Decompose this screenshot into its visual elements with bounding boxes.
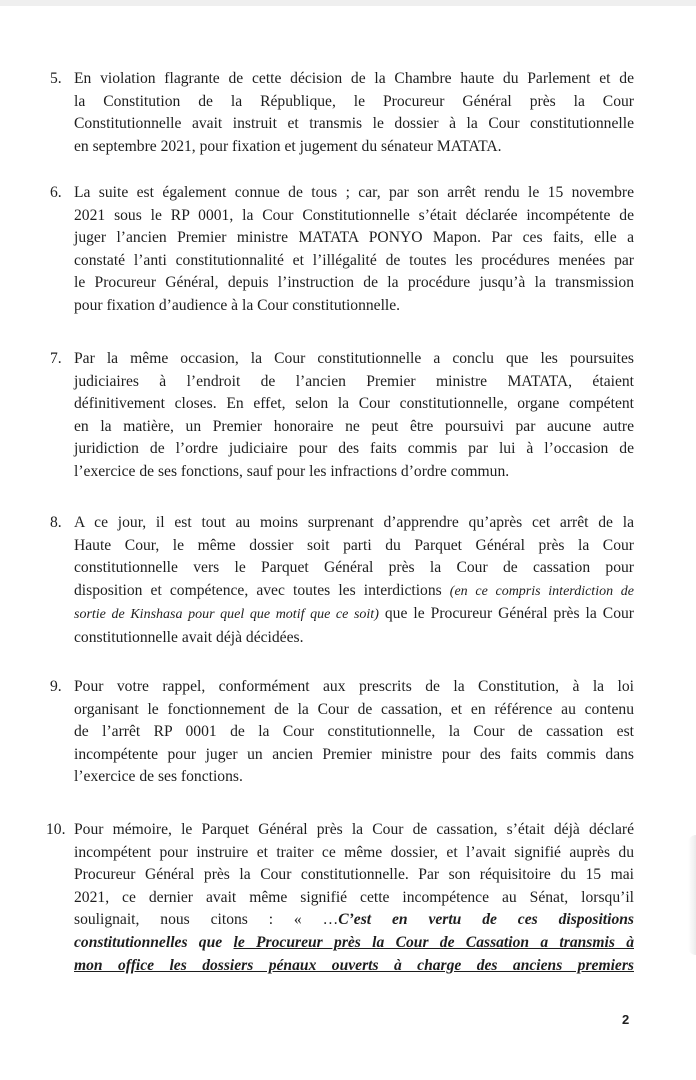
- paragraph-8: [50, 512, 634, 650]
- text-line: [74, 932, 634, 955]
- quote-underlined: le Procureur près la Cour de Cassation a transmis à: [233, 933, 634, 951]
- text-line: juger l’ancien Premier ministre MATATA PONYO Mapon. Par ces faits, elle a: [74, 229, 634, 247]
- text-line: A ce jour, il est tout au moins surprenant d’apprendre qu’après cet arrêt de la: [74, 514, 634, 531]
- paragraph-number: 8.: [50, 514, 62, 531]
- text-line: Procureur Général près la Cour constitutionnelle. Par son réquisitoire du 15 mai: [74, 866, 634, 884]
- text-line: constaté l’anti constitutionnalité et l’illégalité de toutes les procédures menées par: [74, 251, 634, 269]
- text-line: de l’arrêt RP 0001 de la Cour constitutionnelle, la Cour de cassation est: [74, 723, 634, 741]
- text-line: définitivement closes. En effet, selon la Cour constitutionnelle, organe compétent: [74, 395, 634, 413]
- paragraph-7: [50, 348, 634, 484]
- text-line: constitutionnelle avait déjà décidées.: [74, 628, 304, 646]
- text-line: Haute Cour, le même dossier soit parti du Parquet Général près la Cour: [74, 536, 634, 554]
- text-line: La suite est également connue de tous ; car, par son arrêt rendu le 15 novembre: [74, 184, 634, 201]
- italic-note: (en ce compris interdiction de: [449, 583, 634, 599]
- paragraph-5: [50, 68, 634, 158]
- text-line: incompétente pour juger un ancien Premier ministre pour des faits commis dans: [74, 745, 634, 763]
- text-line: Constitutionnelle avait instruit et transmis le dossier à la Cour constitutionnelle: [74, 115, 634, 133]
- text-line: la Constitution de la République, le Procureur Général près la Cour: [74, 92, 634, 110]
- text-line: [74, 580, 634, 604]
- paragraph-number: 5.: [50, 70, 62, 87]
- text-line: en la matière, un Premier honoraire ne peut être poursuivi par aucune autre: [74, 417, 634, 435]
- text-line: Pour mémoire, le Parquet Général près la Cour de cassation, s’était déjà déclaré: [74, 821, 634, 838]
- quote-emphasis: C’est en vertu de ces dispositions: [338, 911, 634, 929]
- text-line: constitutionnelle vers le Parquet Général près la Cour de cassation pour: [74, 559, 634, 577]
- text-segment: que le Procureur Général près la Cour: [378, 605, 634, 623]
- text-line: En violation flagrante de cette décision de la Chambre haute du Parlement et de: [74, 70, 634, 87]
- text-line: Par la même occasion, la Cour constitutionnelle a conclu que les poursuites: [74, 350, 634, 367]
- paragraph-number: 10.: [46, 821, 66, 838]
- paragraph-10: [46, 819, 634, 977]
- text-line: le Procureur Général, depuis l’instruction de la procédure jusqu’à la transmission: [74, 274, 634, 292]
- paragraph-9: [50, 676, 634, 789]
- text-line: incompétent pour instruire et traiter ce même dossier, et l’avait signifié auprès du: [74, 843, 634, 861]
- text-line: [74, 603, 634, 627]
- italic-note: sortie de Kinshasa pour quel que motif que ce soit): [74, 607, 379, 623]
- text-line: en septembre 2021, pour fixation et jugement du sénateur MATATA.: [74, 137, 502, 155]
- text-line: [74, 955, 634, 978]
- text-line: pour fixation d’audience à la Cour constitutionnelle.: [74, 296, 401, 314]
- text-segment: soulignait, nous citons : « …: [74, 911, 339, 929]
- text-line: organisant le fonctionnement de la Cour de cassation, et en référence au contenu: [74, 700, 634, 718]
- page-number: 2: [622, 1012, 630, 1027]
- quote-underlined: mon office les dossiers pénaux ouverts à charge des anciens premiers: [74, 956, 634, 974]
- text-line: 2021 sous le RP 0001, la Cour Constitutionnelle s’était déclarée incompétente de: [74, 206, 634, 224]
- text-line: l’exercice de ses fonctions.: [74, 768, 243, 786]
- paragraph-number: 9.: [50, 678, 62, 695]
- text-line: [74, 909, 634, 932]
- text-segment: disposition et compétence, avec toutes les interdictions: [74, 581, 442, 599]
- quote-emphasis: constitutionnelles que: [74, 933, 223, 951]
- text-line: l’exercice de ses fonctions, sauf pour les infractions d’ordre commun.: [74, 462, 510, 480]
- text-line: juridiction de l’ordre judiciaire pour des faits commis par lui à l’occasion de: [74, 440, 634, 458]
- text-line: judiciaires à l’endroit de l’ancien Premier ministre MATATA, étaient: [74, 372, 634, 390]
- text-line: 2021, ce dernier avait même signifié cette incompétence au Sénat, lorsqu’il: [74, 888, 634, 906]
- paragraph-number: 7.: [50, 350, 62, 367]
- page-edge-shadow: [688, 835, 696, 955]
- paragraph-number: 6.: [50, 184, 62, 201]
- text-line: Pour votre rappel, conformément aux prescrits de la Constitution, à la loi: [74, 678, 634, 695]
- paragraph-6: [50, 182, 634, 318]
